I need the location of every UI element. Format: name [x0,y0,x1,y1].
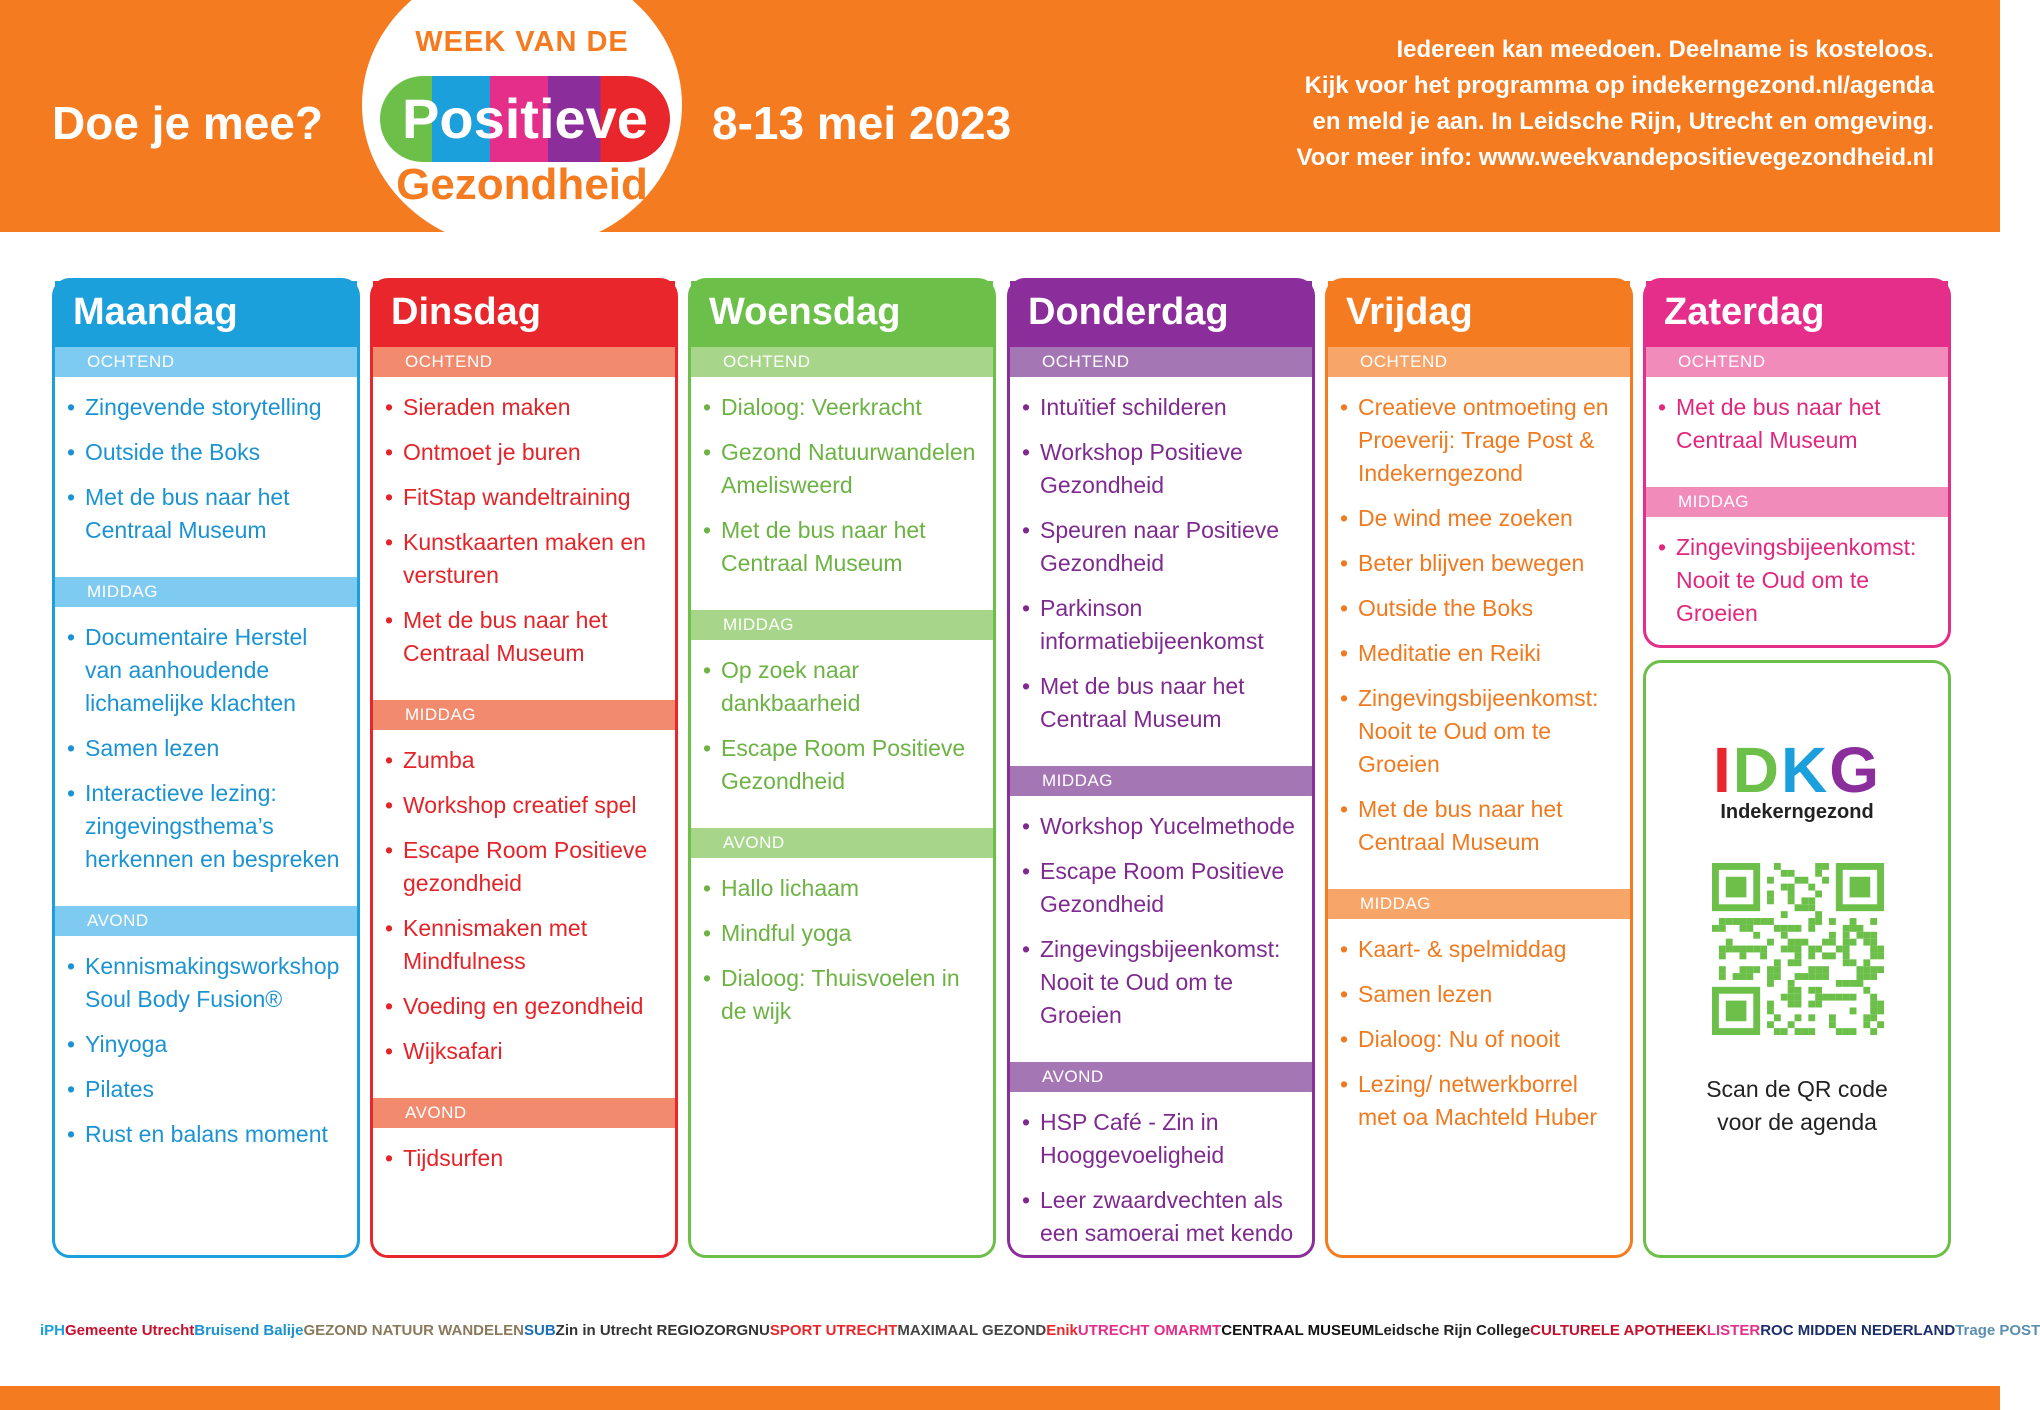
activity-list [1010,377,1312,766]
idkg-logo [1646,733,1948,807]
section-label-ochtend: OCHTEND [373,347,675,377]
activity-item: • Mindful yoga [703,917,985,950]
activity-item: • Voeding en gezondheid [385,990,667,1023]
sponsor-logo: MAXIMAAL GEZOND [897,1322,1047,1339]
activity-item: • Dialoog: Thuisvoelen in de wijk [703,962,985,1028]
section-label-avond: AVOND [1010,1062,1312,1092]
activity-item: • Outside the Boks [1340,592,1622,625]
info-text [1297,32,1934,176]
day-title: Dinsdag [373,281,675,347]
sponsor-logo: iPH [40,1322,66,1339]
day-title: Donderdag [1010,281,1312,347]
section-label-ochtend: OCHTEND [1646,347,1948,377]
activity-list [1010,1092,1312,1280]
activity-item: • FitStap wandeltraining [385,481,667,514]
activity-item: • Wijksafari [385,1035,667,1068]
section-label-ochtend: OCHTEND [55,347,357,377]
activity-item: • Beter blijven bewegen [1340,547,1622,580]
activity-item: • Kennismaken met Mindfulness [385,912,667,978]
scan-text: voor de agenda [1717,1109,1877,1135]
idkg-name: Indekerngezond [1720,801,1874,823]
section-label-avond: AVOND [691,828,993,858]
qr-code-icon[interactable] [1712,863,1884,1035]
activity-item: • Workshop Positieve Gezondheid [1022,436,1304,502]
sponsor-logo: UTRECHT OMARMT [1077,1322,1222,1339]
activity-item: • Kunstkaarten maken en versturen [385,526,667,592]
activity-item: • Yinyoga [67,1028,349,1061]
scan-text: Scan de QR code [1706,1076,1888,1102]
activity-item: • Sieraden maken [385,391,667,424]
activity-list [691,377,993,610]
activity-item: • Parkinson informatiebijeenkomst [1022,592,1304,658]
activity-item: • Meditatie en Reiki [1340,637,1622,670]
activity-list [691,640,993,828]
activity-item: • Met de bus naar het Centraal Museum [67,481,349,547]
activity-list [1646,377,1948,487]
info-line: en meld je aan. In Leidsche Rijn, Utrecht en omgeving. [1312,108,1934,135]
day-column-zaterdag [1643,278,1951,648]
day-column-donderdag [1007,278,1315,1258]
activity-item: • Kaart- & spelmiddag [1340,933,1622,966]
activity-list [1328,377,1630,889]
activity-item: • Lezing/ netwerkborrel met oa Machteld Huber [1340,1068,1622,1134]
activity-item: • Zingevingsbijeenkomst: Nooit te Oud om te Groeien [1658,531,1940,630]
activity-item: • De wind mee zoeken [1340,502,1622,535]
activity-list [373,377,675,700]
section-label-ochtend: OCHTEND [691,347,993,377]
activity-item: • Zingevende storytelling [67,391,349,424]
day-title: Zaterdag [1646,281,1948,347]
section-label-avond: AVOND [55,906,357,936]
scan-instruction [1646,1073,1948,1139]
activity-list [55,936,357,1181]
activity-item: • Zumba [385,744,667,777]
section-label-middag: MIDDAG [1646,487,1948,517]
activity-item: • Kennismakingsworkshop Soul Body Fusion® [67,950,349,1016]
sponsor-logo: CULTURELE APOTHEEK [1530,1322,1707,1339]
activity-item: • Met de bus naar het Centraal Museum [1022,670,1304,736]
logo-bottom-text: Gezondheid [396,160,648,209]
activity-item: • Samen lezen [67,732,349,765]
activity-item: • Tijdsurfen [385,1142,667,1175]
section-label-avond: AVOND [373,1098,675,1128]
sponsor-logo: Bruisend Balije [194,1322,304,1339]
sponsor-logo: LISTER [1706,1322,1761,1339]
activity-item: • Met de bus naar het Centraal Museum [1658,391,1940,457]
section-label-middag: MIDDAG [1328,889,1630,919]
activity-item: • Hallo lichaam [703,872,985,905]
activity-item: • Dialoog: Nu of nooit [1340,1023,1622,1056]
logo-positieve: Positieve [380,76,670,162]
day-column-woensdag [688,278,996,1258]
section-label-middag: MIDDAG [1010,766,1312,796]
activity-item: • Samen lezen [1340,978,1622,1011]
logo-top-text: WEEK VAN DE [415,26,629,58]
activity-list [373,1128,675,1205]
sponsor-logo: Trage POST [1955,1322,2040,1339]
activity-item: • Outside the Boks [67,436,349,469]
activity-item: • Speuren naar Positieve Gezondheid [1022,514,1304,580]
activity-list [1328,919,1630,1164]
day-title: Woensdag [691,281,993,347]
idkg-letter: G [1829,734,1881,806]
activity-item: • Workshop Yucelmethode [1022,810,1304,843]
activity-list [55,607,357,906]
activity-list [373,730,675,1098]
activity-item: • Op zoek naar dankbaarheid [703,654,985,720]
activity-item: • Pilates [67,1073,349,1106]
sponsor-logos [40,1286,2040,1376]
activity-item: • Workshop creatief spel [385,789,667,822]
activity-item: • Escape Room Positieve Gezondheid [703,732,985,798]
info-line: Iedereen kan meedoen. Deelname is kosteloos. [1396,36,1934,63]
sponsor-logo: ROC MIDDEN NEDERLAND [1760,1322,1956,1339]
idkg-letter: K [1781,734,1830,806]
activity-item: • Escape Room Positieve gezondheid [385,834,667,900]
section-label-middag: MIDDAG [373,700,675,730]
sponsor-logo: Enik [1046,1322,1078,1339]
info-line: Kijk voor het programma op indekerngezond.nl/agenda [1304,72,1934,99]
activity-item: • Creatieve ontmoeting en Proeverij: Trage Post & Indekerngezond [1340,391,1622,490]
activity-item: • Met de bus naar het Centraal Museum [385,604,667,670]
activity-item: • Intuïtief schilderen [1022,391,1304,424]
activity-item: • HSP Café - Zin in Hooggevoeligheid [1022,1106,1304,1172]
activity-item: • Met de bus naar het Centraal Museum [703,514,985,580]
tagline: Doe je mee? [52,97,323,149]
activity-item: • Rust en balans moment [67,1118,349,1151]
day-title: Maandag [55,281,357,347]
sponsor-logo: Gemeente Utrecht [65,1322,195,1339]
sponsor-logo: SUB [523,1322,556,1339]
day-column-maandag [52,278,360,1258]
activity-item: • Interactieve lezing: zingevingsthema’s herkennen en bespreken [67,777,349,876]
activity-item: • Met de bus naar het Centraal Museum [1340,793,1622,859]
activity-list [55,377,357,577]
footer-bar [0,1386,2000,1410]
idkg-letter: D [1732,734,1781,806]
activity-list [1010,796,1312,1062]
sponsor-logo: SPORT UTRECHT [769,1322,898,1339]
day-column-dinsdag [370,278,678,1258]
activity-item: • Gezond Natuurwandelen Amelisweerd [703,436,985,502]
activity-list [691,858,993,1058]
sponsor-logo: Zin in Utrecht REGIOZORGNU [555,1322,770,1339]
activity-item: • Ontmoet je buren [385,436,667,469]
sponsor-logo: Leidsche Rijn College [1374,1322,1531,1339]
day-column-vrijdag [1325,278,1633,1258]
activity-item: • Zingevingsbijeenkomst: Nooit te Oud om te Groeien [1340,682,1622,781]
section-label-middag: MIDDAG [55,577,357,607]
section-label-ochtend: OCHTEND [1010,347,1312,377]
day-title: Vrijdag [1328,281,1630,347]
activity-item: • Leer zwaardvechten als een samoerai met kendo [1022,1184,1304,1250]
qr-panel [1643,660,1951,1258]
sponsor-logo: CENTRAAL MUSEUM [1221,1322,1375,1339]
info-line: Voor meer info: www.weekvandepositievegezondheid.nl [1296,144,1934,171]
event-dates: 8-13 mei 2023 [712,97,1012,149]
sponsor-logo: GEZOND NATUUR WANDELEN [303,1322,524,1339]
activity-item: • Dialoog: Veerkracht [703,391,985,424]
idkg-letter: I [1713,734,1733,806]
activity-list [1646,517,1948,660]
activity-item: • Escape Room Positieve Gezondheid [1022,855,1304,921]
activity-item: • Zingevingsbijeenkomst: Nooit te Oud om te Groeien [1022,933,1304,1032]
section-label-ochtend: OCHTEND [1328,347,1630,377]
activity-item: • Documentaire Herstel van aanhoudende lichamelijke klachten [67,621,349,720]
section-label-middag: MIDDAG [691,610,993,640]
